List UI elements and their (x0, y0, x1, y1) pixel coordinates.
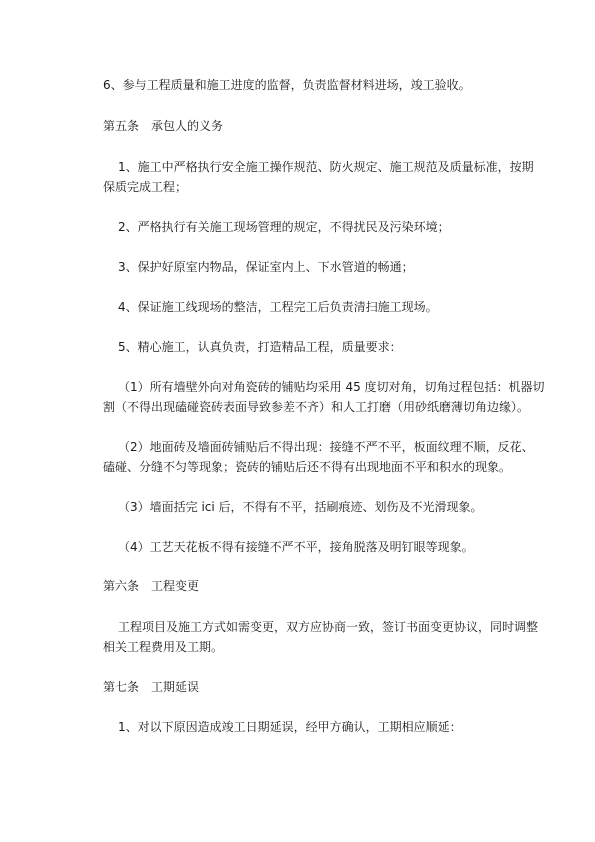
clause-text: （3）墙面括完 ici 后，不得有不平，括刷痕迹、划伤及不光滑现象。 (118, 500, 483, 514)
quality-requirement-4 (118, 537, 538, 557)
article-6-heading (103, 576, 199, 596)
clause-text-line-1: 工程项目及施工方式如需变更，双方应协商一致，签订书面变更协议，同时调整 (118, 620, 539, 634)
clause-text-line-1: 1、施工中严格执行安全施工操作规范、防火规定、施工规范及质量标准，按期 (118, 160, 534, 174)
clause-text: 6、参与工程质量和施工进度的监督，负责监督材料进场，竣工验收。 (103, 78, 471, 92)
clause-item-6 (103, 75, 523, 95)
clause-text: 5、精心施工，认真负责，打造精品工程，质量要求： (118, 340, 402, 354)
obligation-item-2 (118, 217, 538, 237)
clause-text: 4、保证施工线现场的整洁，工程完工后负责清扫施工现场。 (118, 300, 438, 314)
obligation-item-4 (118, 297, 538, 317)
article-title: 工程变更 (151, 579, 200, 593)
article-number: 第七条 (103, 680, 140, 694)
quality-requirement-2 (103, 437, 538, 477)
clause-text-line-2: 磕碰、分缝不匀等现象；瓷砖的铺贴后还不得有出现地面不平和积水的现象。 (103, 460, 512, 474)
change-clause (103, 617, 539, 657)
article-5-heading (103, 116, 223, 136)
obligation-item-5 (118, 337, 538, 357)
clause-text: 2、严格执行有关施工现场管理的规定，不得扰民及污染环境； (118, 220, 450, 234)
clause-text-line-2: 保质完成工程； (103, 180, 188, 194)
clause-text-line-2: 割（不得出现磕碰瓷砖表面导致参差不齐）和人工打磨（用砂纸磨薄切角边缘）。 (103, 400, 530, 414)
clause-text-line-2: 相关工程费用及工期。 (103, 640, 224, 654)
obligation-item-3 (118, 257, 538, 277)
quality-requirement-1 (103, 377, 545, 417)
delay-item-1 (118, 717, 538, 737)
clause-text: （4）工艺天花板不得有接缝不严不平，接角脱落及明钉眼等现象。 (118, 540, 474, 554)
obligation-item-1 (103, 157, 538, 197)
quality-requirement-3 (118, 497, 538, 517)
article-number: 第五条 (103, 119, 140, 133)
article-title: 工期延误 (151, 680, 200, 694)
article-number: 第六条 (103, 579, 140, 593)
article-7-heading (103, 677, 199, 697)
clause-text-line-1: （2）地面砖及墙面砖铺贴后不得出现：接缝不严不平，板面纹理不顺，反花、 (118, 440, 534, 454)
article-title: 承包人的义务 (151, 119, 224, 133)
clause-text: 3、保护好原室内物品，保证室内上、下水管道的畅通； (118, 260, 414, 274)
clause-text-line-1: （1）所有墙壁外向对角瓷砖的铺贴均采用 45 度切对角，切角过程包括：机器切 (118, 380, 545, 394)
clause-text: 1、对以下原因造成竣工日期延误，经甲方确认，工期相应顺延： (118, 720, 462, 734)
